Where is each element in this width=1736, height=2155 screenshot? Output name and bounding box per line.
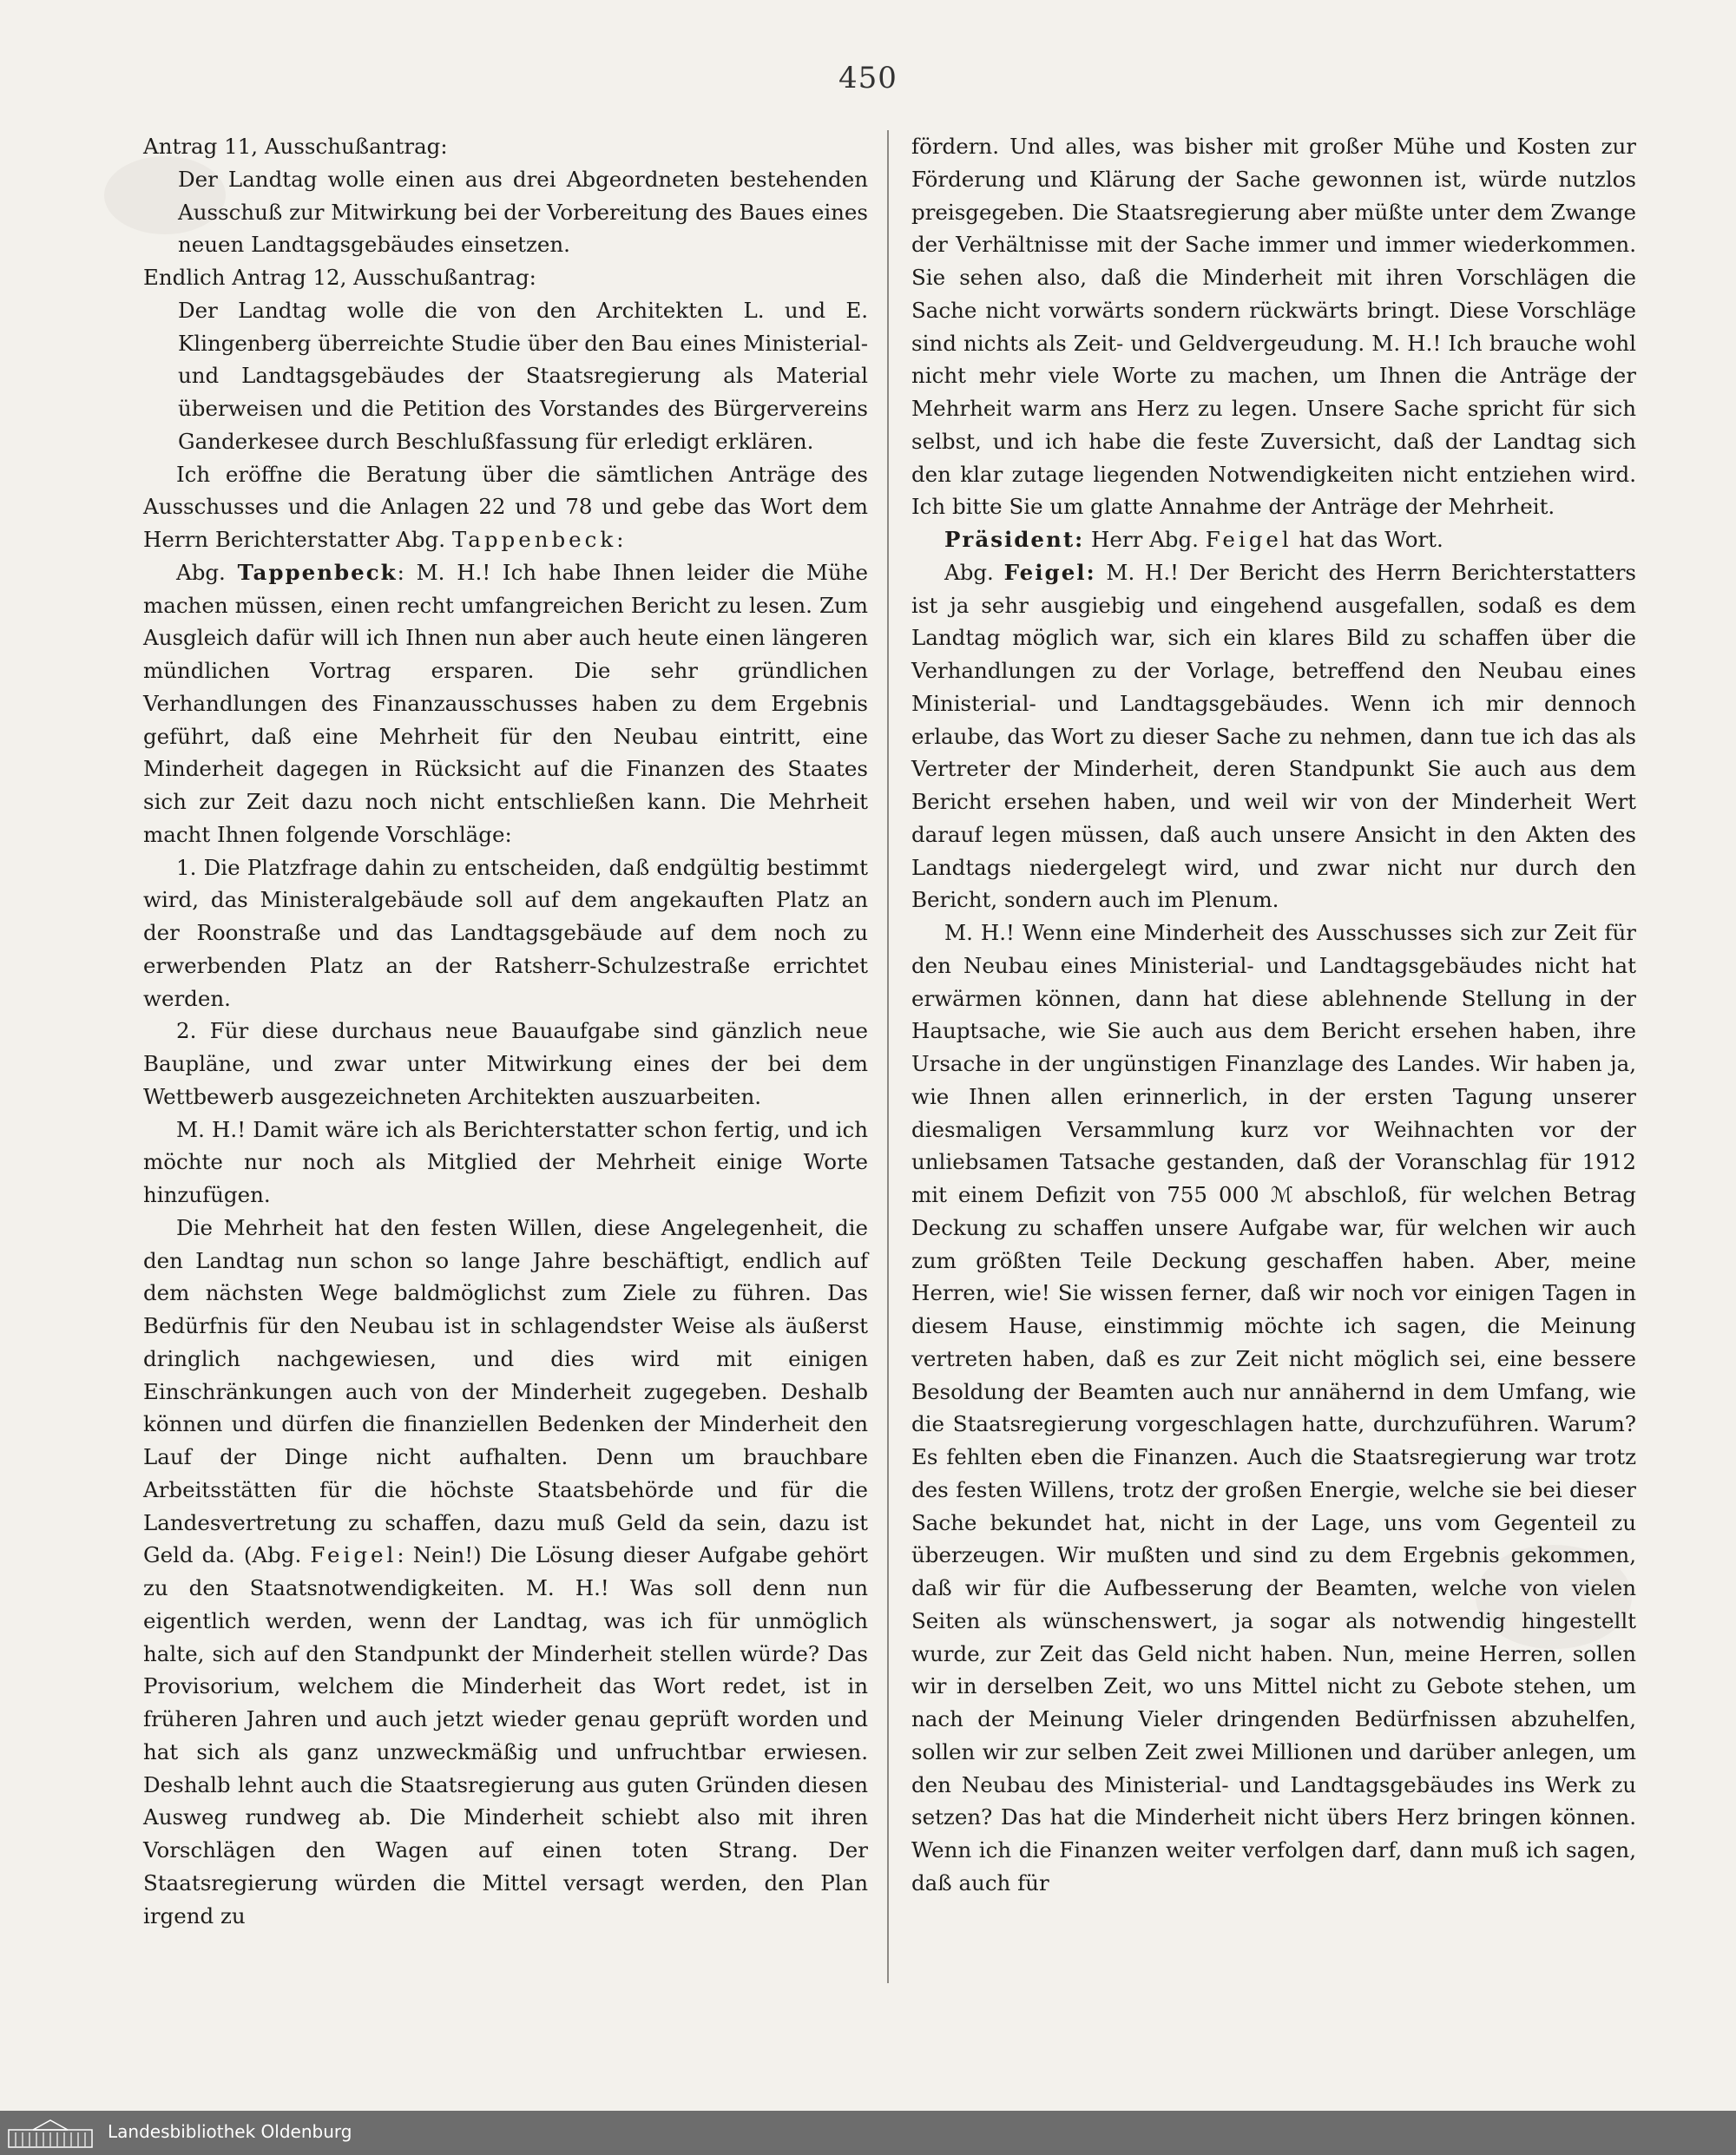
left-column	[143, 130, 868, 1932]
paragraph	[143, 1212, 868, 1933]
motion-text	[143, 163, 868, 261]
list-item	[143, 1015, 868, 1113]
text-run: Die Mehrheit hat den festen Willen, diese Angelegenheit, die den Landtag nun schon so lange Jahre beschäftigt, endlich auf dem nächsten Wege baldmöglichst zum Ziele zu führen. Das Bedürfnis für den Neubau ist in schlagendster Weise als äußerst dringlich nachgewiesen, und dies wird mit einigen Einschränkungen auch von der Minderheit zugegeben. Deshalb können und dürfen die finanziellen Bedenken der Minderheit den Lauf der Dinge nicht aufhalten. Denn um brauchbare Arbeitsstätten für die höchste Staatsbehörde und für die Landesvertretung zu schaffen, dazu muß Geld da sein, dazu ist Geld da. (Abg.	[143, 1214, 868, 1568]
paragraph	[143, 1114, 868, 1212]
text-run: Ich eröffne die Beratung über die sämtlichen Anträge des Ausschusses und die Anlagen 22 und 78 und gebe das Wort dem Herrn Berichterstatter Abg.	[143, 461, 868, 552]
text-run: 1. Die Platzfrage dahin zu entscheiden, daß endgültig bestimmt wird, das Ministeralgebäude soll auf dem angekauften Platz an der Roonstraße und das Landtagsgebäude auf dem noch zu erwerbenden Platz an der Ratsherr-Schulzestraße errichtet werden.	[143, 854, 868, 1011]
paragraph	[143, 556, 868, 851]
column-divider	[887, 130, 889, 1983]
paragraph	[911, 523, 1636, 556]
library-building-icon	[7, 2118, 94, 2149]
footer-bar	[0, 2111, 1736, 2155]
text-run: Abg.	[944, 559, 1004, 585]
paragraph	[911, 130, 1636, 523]
speaker-name: Feigel	[310, 1542, 398, 1568]
text-run: Endlich Antrag 12, Ausschußantrag:	[143, 265, 536, 290]
text-run: :	[616, 527, 624, 552]
motion-text	[143, 294, 868, 458]
speaker-name: Tappenbeck	[237, 559, 398, 585]
text-run: Der Landtag wolle die von den Architekten L. und E. Klingenberg überreichte Studie über den Bau eines Ministerial- und Landtagsgebäudes der Staatsregierung als Material überweisen und die Petition des Vorstandes des Bürgervereins Ganderkesee durch Beschlußfassung für erledigt erklären.	[178, 297, 868, 454]
text-run: : Nein!) Die Lösung dieser Aufgabe gehört zu den Staatsnotwendigkeiten. M. H.! Was soll denn nun eigentlich werden, wenn der Landtag, was ich für unmöglich halte, sich auf den Standpunkt der Minderheit stellen würde? Das Provisorium, welchem die Minderheit das Wort redet, ist in früheren Jahren und auch jetzt wieder genau geprüft worden und hat sich als ganz unzweckmäßig und unfruchtbar erwiesen. Deshalb lehnt auch die Staatsregierung aus guten Gründen diesen Ausweg rundweg ab. Die Minderheit schiebt also mit ihren Vorschlägen den Wagen auf einen toten Strang. Der Staatsregierung würden die Mittel versagt werden, den Plan irgend zu	[143, 1542, 868, 1928]
speaker-name: Tappenbeck	[451, 527, 617, 552]
text-run: Abg.	[176, 559, 238, 585]
text-run: Herr Abg.	[1084, 527, 1206, 552]
page-number: 450	[838, 61, 898, 95]
text-run: fördern. Und alles, was bisher mit großer Mühe und Kosten zur Förderung und Klärung der Sache gewonnen ist, würde nutzlos preisgegeben. Die Staatsregierung aber müßte unter dem Zwange der Verhältnisse mit der Sache immer und immer wiederkommen. Sie sehen also, daß die Minderheit mit ihren Vorschlägen die Sache nicht vorwärts sondern rückwärts bringt. Diese Vorschläge sind nichts als Zeit- und Geldvergeudung. M. H.! Ich brauche wohl nicht mehr viele Worte zu machen, um Ihnen die Anträge der Mehrheit warm ans Herz zu legen. Unsere Sache spricht für sich selbst, und ich habe die feste Zuversicht, daß der Landtag sich den klar zutage liegenden Notwendigkeiten nicht entziehen wird. Ich bitte Sie um glatte Annahme der Anträge der Mehrheit.	[911, 134, 1636, 520]
text-run: Der Landtag wolle einen aus drei Abgeordneten bestehenden Ausschuß zur Mitwirkung bei der Vorbereitung des Baues eines neuen Landtagsgebäudes einsetzen.	[178, 166, 868, 258]
paragraph	[911, 917, 1636, 1900]
library-name: Landesbibliothek Oldenburg	[108, 2121, 352, 2142]
paragraph	[911, 556, 1636, 917]
text-run: Antrag 11, Ausschußantrag:	[143, 134, 448, 159]
text-run: M. H.! Der Bericht des Herrn Berichterstatters ist ja sehr ausgiebig und eingehend ausgefallen, sodaß es dem Landtag möglich war, sich ein klares Bild zu schaffen über die Verhandlungen zu der Vorlage, betreffend den Neubau eines Ministerial- und Landtagsgebäudes. Wenn ich mir dennoch erlaube, das Wort zu dieser Sache zu nehmen, dann tue ich das als Vertreter der Minderheit, deren Standpunkt Sie auch aus dem Bericht ersehen haben, und weil wir von der Minderheit Wert darauf legen müssen, daß auch unsere Ansicht in den Akten des Landtags niedergelegt wird, und zwar nicht nur durch den Bericht, sondern auch im Plenum.	[911, 559, 1636, 913]
speaker-name: Feigel:	[1003, 559, 1096, 585]
text-run: M. H.! Damit wäre ich als Berichterstatter schon fertig, und ich möchte nur noch als Mitglied der Mehrheit einige Worte hinzufügen.	[143, 1116, 868, 1207]
paragraph	[143, 261, 868, 294]
text-run: hat das Wort.	[1292, 527, 1443, 552]
right-column	[911, 130, 1636, 1900]
speaker-name: Feigel	[1205, 527, 1292, 552]
text-run: 2. Für diese durchaus neue Bauaufgabe sind gänzlich neue Baupläne, und zwar unter Mitwirkung eines der bei dem Wettbewerb ausgezeichneten Architekten auszuarbeiten.	[143, 1018, 868, 1109]
paragraph	[143, 130, 868, 163]
list-item	[143, 851, 868, 1015]
text-run: M. H.! Wenn eine Minderheit des Ausschusses sich zur Zeit für den Neubau eines Ministerial- und Landtagsgebäudes nicht hat erwärmen können, dann hat diese ablehnende Stellung in der Hauptsache, wie Sie auch aus dem Bericht ersehen haben, ihre Ursache in der ungünstigen Finanzlage des Landes. Wir haben ja, wie Ihnen allen erinnerlich, in der ersten Tagung unserer diesmaligen Versammlung kurz vor Weihnachten vor der unliebsamen Tatsache gestanden, daß der Voranschlag für 1912 mit einem Defizit von 755 000 ℳ abschloß, für welchen Betrag Deckung zu schaffen unsere Aufgabe war, für welchen wir auch zum größten Teile Deckung geschaffen haben. Aber, meine Herren, wie! Sie wissen ferner, daß wir noch vor einigen Tagen in diesem Hause, einstimmig möchte ich sagen, die Meinung vertreten haben, daß es zur Zeit nicht möglich sei, eine bessere Besoldung der Beamten auch nur annähernd in dem Umfang, wie die Staatsregierung vorgeschlagen hatte, durchzuführen. Warum? Es fehlten eben die Finanzen. Auch die Staatsregierung war trotz des festen Willens, trotz der großen Energie, welche sie bei dieser Sache bekundet hat, nicht in der Lage, uns vom Gegenteil zu überzeugen. Wir mußten und sind zu dem Ergebnis gekommen, daß wir für die Aufbesserung der Beamten, welche von vielen Seiten als wünschenswert, ja sogar als notwendig hingestellt wurde, zur Zeit das Geld nicht haben. Nun, meine Herren, sollen wir in derselben Zeit, wo uns Mittel nicht zu Gebote stehen, um nach der Meinung Vieler dringenden Bedürfnissen abzuhelfen, sollen wir zur selben Zeit zwei Millionen und darüber anlegen, um den Neubau des Ministerial- und Landtagsgebäudes ins Werk zu setzen? Das hat die Minderheit nicht übers Herz bringen können. Wenn ich die Finanzen weiter verfolgen darf, dann muß ich sagen, daß auch für	[911, 920, 1636, 1895]
speaker-name: Präsident:	[944, 527, 1085, 552]
text-run: : M. H.! Ich habe Ihnen leider die Mühe machen müssen, einen recht umfangreichen Bericht zu lesen. Zum Ausgleich dafür will ich Ihnen nun aber auch heute einen längeren mündlichen Vortrag ersparen. Die sehr gründlichen Verhandlungen des Finanzausschusses haben zu dem Ergebnis geführt, daß eine Mehrheit für den Neubau eintritt, eine Minderheit dagegen in Rücksicht auf die Finanzen des Staates sich zur Zeit dazu noch nicht entschließen kann. Die Mehrheit macht Ihnen folgende Vorschläge:	[143, 559, 869, 847]
paragraph	[143, 458, 868, 556]
